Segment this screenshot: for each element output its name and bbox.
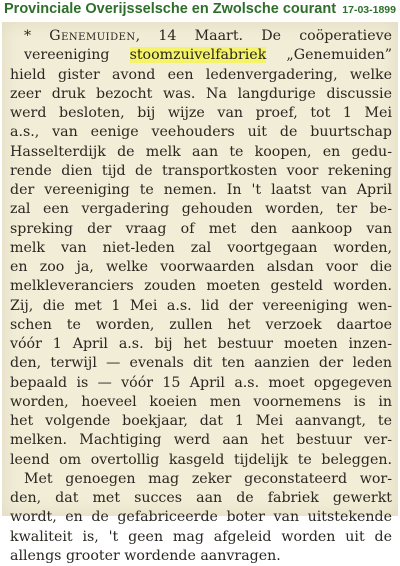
place-name: Genemuiden [49,28,136,44]
highlighted-search-term: stoomzuivelfabriek [129,47,267,64]
article-line: leend om overtollig kasgeld tijdelijk te beleggen. [10,451,392,468]
article-line: hield gister avond een ledenvergadering, welke [10,66,392,83]
article-line: worden, hoeveel koeien men voornemens is in [10,393,392,410]
article-line: vóór 1 April a.s. bij het bestuur moeten inzen- [10,336,392,352]
publication-date: 17-03-1899 [342,4,396,16]
article-line: allengs grooter wordende aanvragen. [10,547,281,564]
article-line: en zoo ja, welke voorwaarden alsdan voor die [10,259,392,275]
page-header [0,0,400,22]
article-line: * Genemuiden, 14 Maart. De coöperatieve [24,28,393,44]
article-line: werd besloten, bij wijze van proef, tot 1 Mei [10,105,392,121]
article-line: het volgende boekjaar, dat 1 Mei aanvangt, te [10,413,392,429]
article-line: Met genoegen mag zeker geconstateerd wor- [24,470,392,487]
article-line: a.s., van eenige veehouders uit de buurtschap [10,124,392,141]
article-line: bepaald is — vóór 15 April a.s. moet opgegeven [10,374,392,391]
article-line: kwaliteit is, 't geen mag afgeleid worden uit de [10,528,392,545]
newspaper-clipping [2,22,398,564]
article-line: vereeniging stoomzuivelfabriek „Genemuiden” [24,47,392,64]
newspaper-title: Provinciale Overijsselsche en Zwolsche courant [4,1,337,17]
article-line: spreking der vraag of met den aankoop van [10,220,392,237]
article-line: melken. Machtiging werd aan het bestuur ver- [10,432,392,449]
article-line: melk van niet-leden zal voortgegaan worden, [10,239,392,256]
article-line: rende dien tijd de transportkosten voor rekening [10,162,392,179]
article-line: zeer druk bezocht was. Na langdurige discussie [10,85,392,102]
article-line: wordt, en de gefabriceerde boter van uitstekende [10,509,392,526]
article-line: der vereeniging te nemen. In 't laatst van April [10,182,392,198]
article-line: zal een vergadering gehouden worden, ter be- [10,201,392,218]
article-line: schen te worden, zullen het verzoek daartoe [10,316,392,333]
article-line: Hasselterdijk de melk aan te koopen, en gedu- [10,143,392,160]
article-body [10,27,392,566]
article-line: Zij, die met 1 Mei a.s. lid der vereeniging wen- [10,297,392,314]
article-line: melkleveranciers zouden moeten gesteld worden. [10,278,392,295]
article-line: den, terwijl — evenals dit ten aanzien der leden [10,355,392,372]
article-line: den, dat met succes aan de fabriek gewerkt [10,490,392,506]
